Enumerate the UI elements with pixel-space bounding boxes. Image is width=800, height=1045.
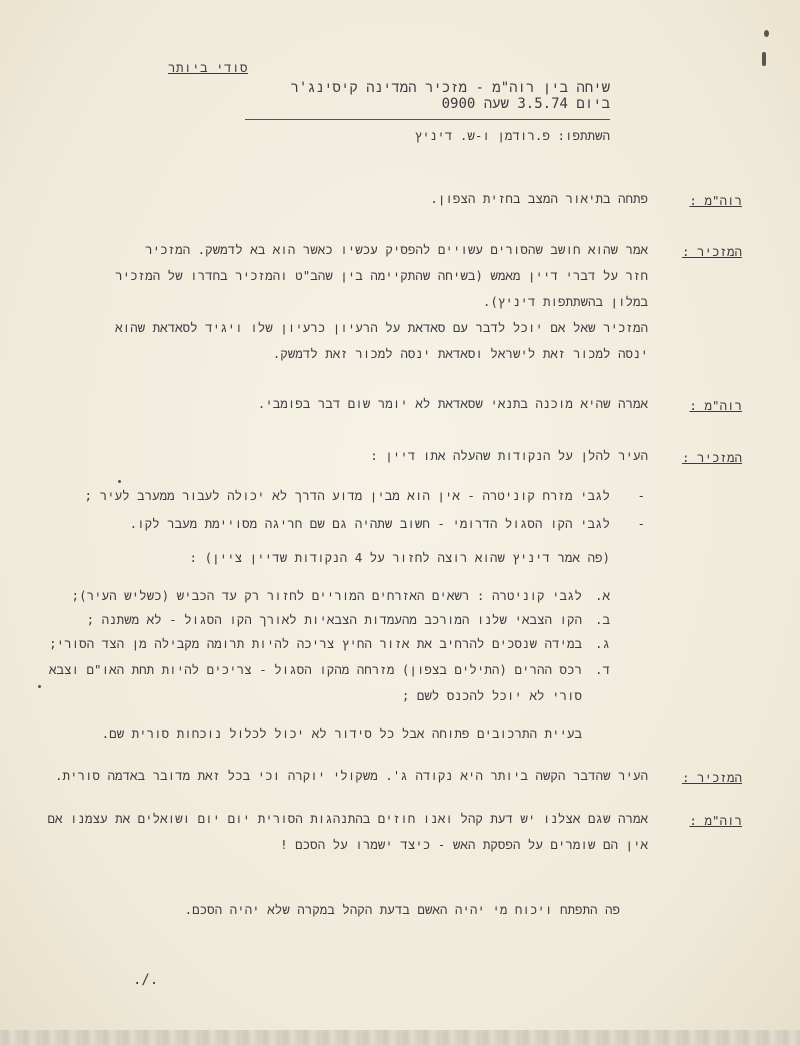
- item-letter: ג.: [594, 636, 610, 651]
- header-divider: [245, 119, 610, 120]
- scan-speck: [764, 30, 769, 37]
- scan-edge: [0, 1030, 800, 1045]
- scan-speck: [118, 480, 121, 483]
- list-item: הקו הצבאי שלנו המורכב מהעמדות הצבאיות לאורך הקו הסגול - לא משתנה ;: [86, 612, 582, 627]
- paragraph-line: העיר שהדבר הקשה ביותר היא נקודה ג'. משקולי יוקרה וכי בכל זאת מדובר באדמה סורית.: [54, 768, 648, 783]
- speaker-label: רוה"מ :: [689, 193, 742, 208]
- dash-marker: -: [637, 488, 645, 503]
- item-letter: ב.: [594, 612, 610, 627]
- note-paragraph: בעיית התרכובים פתוחה אבל כל סידור לא יכול לכלול נוכחות סורית שם.: [101, 726, 582, 741]
- paragraph: [48, 806, 648, 858]
- list-item: במידה שנסכים להרחיב את אזור החיץ צריכה להיות תרומה מקבילה מן הצד הסורי;: [49, 636, 582, 651]
- item-letter: א.: [594, 588, 610, 603]
- dash-marker: -: [637, 516, 645, 531]
- speaker-label: המזכיר :: [681, 770, 742, 785]
- paragraph: [370, 443, 648, 469]
- paragraph-line: ינסה למכור זאת לישראל וסאדאת ינסה למכור זאת לדמשק.: [272, 346, 648, 361]
- paragraph-line: אמרה שגם אצלנו יש דעת קהל ואנו חוזים בהתנהגות הסורית יום יום ושואלים את עצמנו אם: [47, 811, 648, 826]
- speaker-label: המזכיר :: [681, 450, 742, 465]
- document-date: ביום 3.5.74 שעה 0900: [441, 96, 610, 112]
- classification-label: סודי ביותר: [167, 60, 248, 75]
- speaker-label: רוה"מ :: [689, 398, 742, 413]
- list-item: לגבי קוניטרה : רשאים האזרחים המוריים לחזור רק עד הכביש (כשליש העיר);: [71, 588, 582, 603]
- paragraph: [115, 237, 648, 367]
- list-item: לגבי מזרח קוניטרה - אין הוא מבין מדוע הדרך לא יכולה לעבור ממערב לעיר ;: [84, 488, 610, 503]
- list-item: רכס ההרים (התילים בצפון) מזרחה מהקו הסגול - צריכים להיות תחת האו"ם וצבא: [49, 662, 582, 677]
- paragraph-line: פתחה בתיאור המצב בחזית הצפון.: [430, 191, 648, 206]
- end-mark: ./.: [133, 972, 159, 988]
- speaker-label: המזכיר :: [681, 244, 742, 259]
- participants-line: השתתפו: פ.רודמן ו-ש. דיניץ: [414, 128, 610, 143]
- footer-note: פה התפתח ויכוח מי יהיה האשם בדעת הקהל במקרה שלא יהיה הסכם.: [184, 902, 620, 917]
- paragraph-line: אין הם שומרים על הפסקת האש - כיצד ישמרו על הסכם !: [280, 837, 648, 852]
- document-title: שיחה בין רוה"מ - מזכיר המדינה קיסינג'ר: [290, 80, 610, 96]
- parenthetical-note: (פה אמר דיניץ שהוא רוצה לחזור על 4 הנקודות שדיין ציין) :: [189, 550, 610, 565]
- paragraph-line: אמרה שהיא מוכנה בתנאי שסאדאת לא יומר שום דבר בפומבי.: [257, 396, 648, 411]
- paragraph-line: חזר על דברי דיין מאמש (בשיחה שהתקיימה בין שהב"ט והמזכיר בחדרו של המזכיר: [115, 268, 648, 283]
- paragraph: [258, 391, 648, 417]
- paragraph-line: העיר להלן על הנקודות שהעלה אתו דיין :: [370, 448, 648, 463]
- scan-speck: [762, 52, 766, 66]
- paragraph-line: אמר שהוא חושב שהסורים עשויים להפסיק עכשיו כאשר הוא בא לדמשק. המזכיר: [145, 242, 648, 257]
- list-item: לגבי הקו הסגול הדרומי - חשוב שתהיה גם שם חריגה מסויימת מעבר לקו.: [129, 516, 610, 531]
- paragraph: [55, 763, 648, 789]
- item-letter: ד.: [594, 662, 610, 677]
- paragraph: [430, 186, 648, 212]
- list-item: סורי לא יוכל להכנס לשם ;: [401, 688, 582, 703]
- speaker-label: רוה"מ :: [689, 813, 742, 828]
- paragraph-line: במלון בהשתתפות דיניץ).: [482, 294, 648, 309]
- scan-speck: [38, 685, 41, 688]
- paragraph-line: המזכיר שאל אם יוכל לדבר עם סאדאת על הרעיון כרעיון שלו ויגיד לסאדאת שהוא: [115, 320, 648, 335]
